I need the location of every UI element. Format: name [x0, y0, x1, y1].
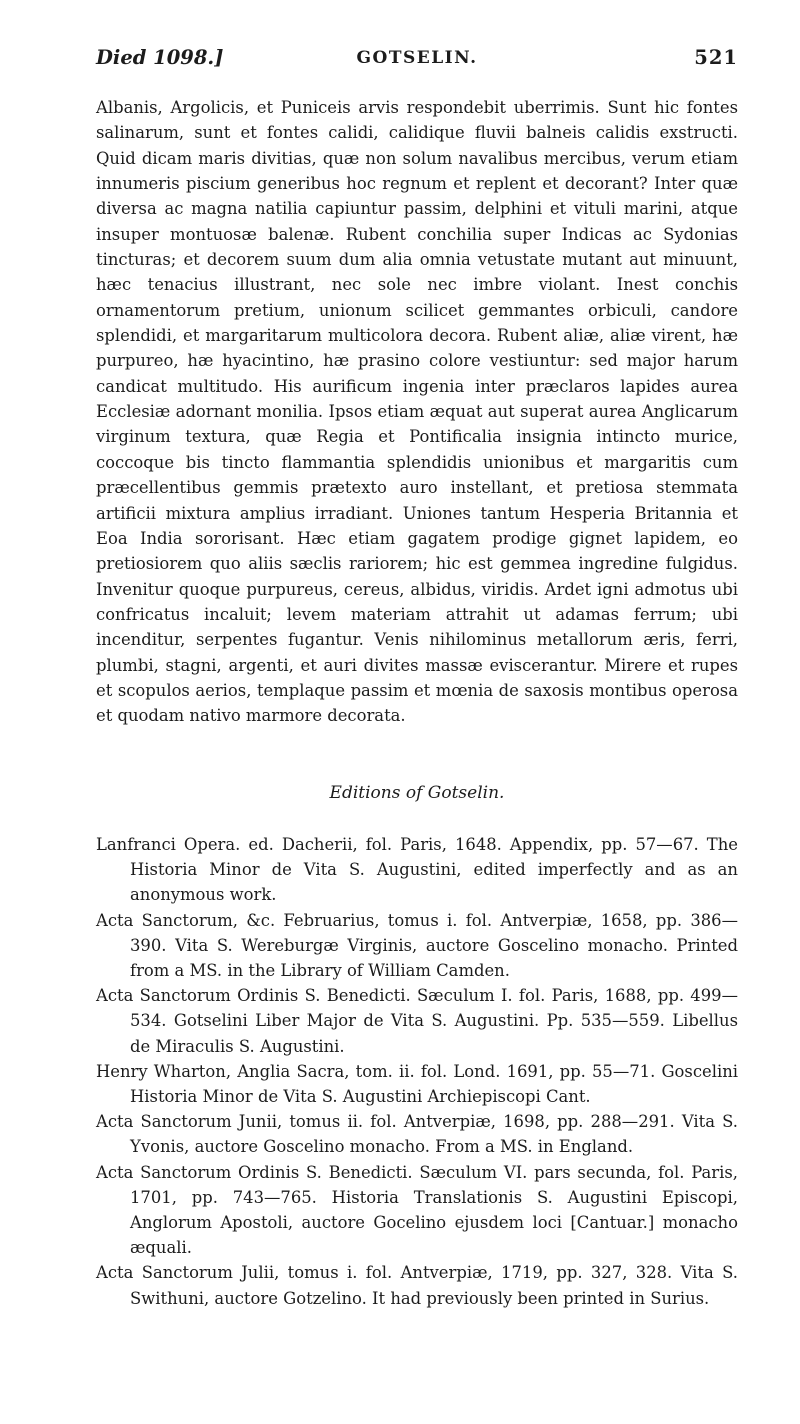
edition-entry: Acta Sanctorum, &c. Februarius, tomus i. fol. Antverpiæ, 1658, pp. 386—390. Vita S. Wereburgæ Virginis, auctore Goscelino monacho. Printed from a MS. in the Library of William Camden. — [96, 910, 738, 981]
edition-entry: Acta Sanctorum Ordinis S. Benedicti. Sæculum I. fol. Paris, 1688, pp. 499—534. Gotselini Liber Major de Vita S. Augustini. Pp. 535—559. Libellus de Miraculis S. Augustini. — [96, 986, 738, 1056]
edition-entry: Acta Sanctorum Julii, tomus i. fol. Antverpiæ, 1719, pp. 327, 328. Vita S. Swithuni, auctore Gotzelino. It had previously been printed in Surius. — [96, 1263, 738, 1308]
edition-entry: Acta Sanctorum Ordinis S. Benedicti. Sæculum VI. pars secunda, fol. Paris, 1701, pp. 743—765. Historia Translationis S. Augustini Episcopi, Anglorum Apostoli, auctore Gocelino ejusdem loci [Cantuar.] monacho æquali. — [96, 1162, 738, 1258]
running-header — [96, 46, 738, 76]
section-heading: Editions of Gotselin. — [329, 783, 505, 803]
edition-entry: Henry Wharton, Anglia Sacra, tom. ii. fol. Lond. 1691, pp. 55—71. Goscelini Historia Minor de Vita S. Augustini Archiepiscopi Cant. — [96, 1061, 738, 1107]
header-date: Died 1098.] — [96, 46, 224, 69]
header-title: GOTSELIN. — [356, 48, 478, 68]
edition-entry: Lanfranci Opera. ed. Dacherii, fol. Paris, 1648. Appendix, pp. 57—67. The Historia Minor de Vita S. Augustini, edited imperfectly and as an anonymous work. — [96, 835, 738, 905]
page-number: 521 — [694, 46, 738, 69]
latin-paragraph: Albanis, Argolicis, et Puniceis arvis respondebit uberrimis. Sunt hic fontes salinarum, sunt et fontes calidi, calidique fluvii balneis calidis exstructi. Quid dicam maris divitias, quæ non solum navalibus mercibus, verum etiam innumeris piscium generibus hoc regnum et replent et decorant? Inter quæ diversa ac magna natilia capiuntur passim, delphini et vituli marini, atque insuper montuosæ balenæ. Rubent conchilia super Indicas ac Sydonias tincturas; et decorem suum dum alia omnia vetustate mutant aut minuunt, hæc tenacius illustrant, nec sole nec imbre violant. Inest conchis ornamentorum pretium, unionum scilicet gemmantes orbiculi, candore splendidi, et margaritarum multicolora decora. Rubent aliæ, aliæ virent, hæ purpureo, hæ hyacintino, hæ prasino colore vestiuntur: sed major harum candicat multitudo. His aurificum ingenia inter præclaros lapides aurea Ecclesiæ adornant monilia. Ipsos etiam æquat aut superat aurea Anglicarum virginum textura, quæ Regia et Pontificalia insignia intincto murice, coccoque bis tincto flammantia splendidis unionibus et margaritis cum præcellentibus gemmis prætexto auro instellant, et pretiosa stemmata artificii mixtura amplius irradiant. Uniones tantum Hesperia Britannia et Eoa India sororisant. Hæc etiam gagatem prodige gignet lapidem, eo pretiosiorem quo aliis sæclis rariorem; hic est gemmea ingredine fulgidus. Invenitur quoque purpureus, cereus, albidus, viridis. Ardet igni admotus ubi confricatus incaluit; levem materiam attrahit ut adamas ferrum; ubi incenditur, serpentes fugantur. Venis nihilominus metallorum æris, ferri, plumbi, stagni, argenti, et auri divites massæ eviscerantur. Mirere et rupes et scopulos aerios, templaque passim et mœnia de saxosis montibus operosa et quodam nativo marmore decorata. — [96, 98, 738, 726]
editions-list — [96, 832, 738, 1311]
edition-entry: Acta Sanctorum Junii, tomus ii. fol. Antverpiæ, 1698, pp. 288—291. Vita S. Yvonis, auctore Goscelino monacho. From a MS. in England. — [96, 1112, 738, 1157]
